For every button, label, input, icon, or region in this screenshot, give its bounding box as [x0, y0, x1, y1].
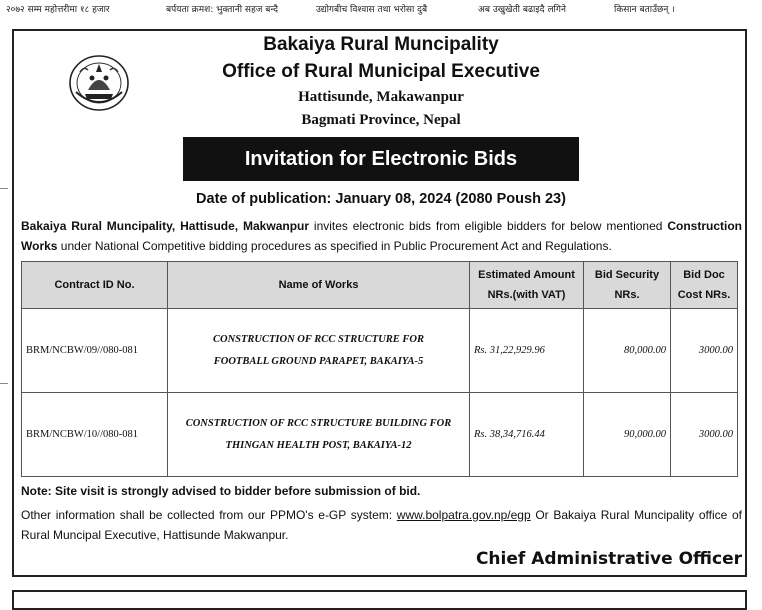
address-line-1: Hattisunde, Makawanpur: [298, 89, 464, 105]
bid-security-cell: 80,000.00: [584, 309, 671, 393]
strip-text-5: किसान बताउँछन् ।: [614, 5, 675, 15]
address-line-2: Bagmati Province, Nepal: [301, 112, 461, 128]
column-mark: [0, 188, 8, 189]
table-row: [22, 393, 738, 477]
newspaper-top-strip: [0, 0, 762, 16]
municipality-name: Bakaiya Rural Muncipality: [263, 34, 499, 55]
table-header-row: [22, 262, 738, 309]
work-name-line: CONSTRUCTION OF RCC STRUCTURE BUILDING FOR: [185, 417, 452, 429]
intro-text-b: under National Competitive bidding procedures as specified in Public Procurement Act and Regulations.: [57, 239, 612, 253]
header-text: Estimated Amount: [478, 269, 575, 281]
intro-bold-mid: Construction Works: [21, 219, 742, 253]
column-mark: [0, 383, 8, 384]
publication-date: Date of publication: January 08, 2024 (2080 Poush 23): [196, 191, 566, 207]
strip-text-2: बर्पयता क्रमश: भुक्तानी सहज बन्दै: [166, 5, 279, 15]
other-info-paragraph: [21, 505, 742, 545]
col-header-bid-doc-cost: [671, 262, 738, 309]
col-header-name-of-works: Name of Works: [168, 262, 470, 309]
col-header-bid-security: [584, 262, 671, 309]
egp-link[interactable]: www.bolpatra.gov.np/egp: [396, 508, 531, 522]
estimated-amount-cell: Rs. 38,34,716.44: [470, 393, 584, 477]
work-name-line: THINGAN HEALTH POST, BAKAIYA-12: [225, 439, 412, 451]
estimated-amount-cell: Rs. 31,22,929.96: [470, 309, 584, 393]
signoff-title: Chief Administrative Officer: [475, 549, 742, 569]
intro-text-a: invites electronic bids from eligible bidders for below mentioned: [309, 219, 668, 233]
strip-text-1: २०७२ सम्म महोत्तरीमा १८ हजार: [6, 5, 110, 15]
bids-table: [21, 261, 738, 477]
header-text: NRs.: [614, 289, 640, 301]
office-name: Office of Rural Municipal Executive: [222, 61, 540, 82]
header-text: Bid Doc: [683, 269, 725, 281]
intro-paragraph: [21, 216, 742, 256]
other-info-text-b: Or Bakaiya Rural Muncipality office of Rural Muncipal Executive, Hattisunde Makwanpur.: [21, 508, 742, 542]
header-text: Bid Security: [594, 269, 660, 281]
strip-text-4: अब उखुखेती बढाइदै लगिने: [478, 5, 566, 15]
site-visit-note: Note: Site visit is strongly advised to bidder before submission of bid.: [21, 484, 421, 498]
intro-bold-lead: Bakaiya Rural Muncipality, Hattisude, Makwanpur: [21, 219, 310, 233]
work-name-line: CONSTRUCTION OF RCC STRUCTURE FOR: [212, 333, 425, 345]
strip-text-3: उद्योगबीच विश्वास तथा भरोसा दुबै: [316, 5, 428, 15]
work-name-cell: [168, 309, 470, 393]
bid-security-cell: 90,000.00: [584, 393, 671, 477]
table-row: [22, 309, 738, 393]
notice-title: Invitation for Electronic Bids: [244, 147, 518, 170]
col-header-contract-id: Contract ID No.: [22, 262, 168, 309]
bid-doc-cost-cell: 3000.00: [671, 393, 738, 477]
other-info-text-a: Other information shall be collected from our PPMO's e-GP system:: [21, 508, 397, 522]
next-notice-border: [12, 590, 747, 610]
contract-id-cell: BRM/NCBW/09//080-081: [22, 309, 168, 393]
contract-id-cell: BRM/NCBW/10//080-081: [22, 393, 168, 477]
notice-title-banner: [183, 137, 579, 181]
work-name-line: FOOTBALL GROUND PARAPET, BAKAIYA-5: [213, 355, 424, 367]
col-header-estimated-amount: [470, 262, 584, 309]
work-name-cell: [168, 393, 470, 477]
bid-doc-cost-cell: 3000.00: [671, 309, 738, 393]
header-text: Cost NRs.: [677, 289, 731, 301]
header-text: NRs.(with VAT): [487, 289, 566, 301]
